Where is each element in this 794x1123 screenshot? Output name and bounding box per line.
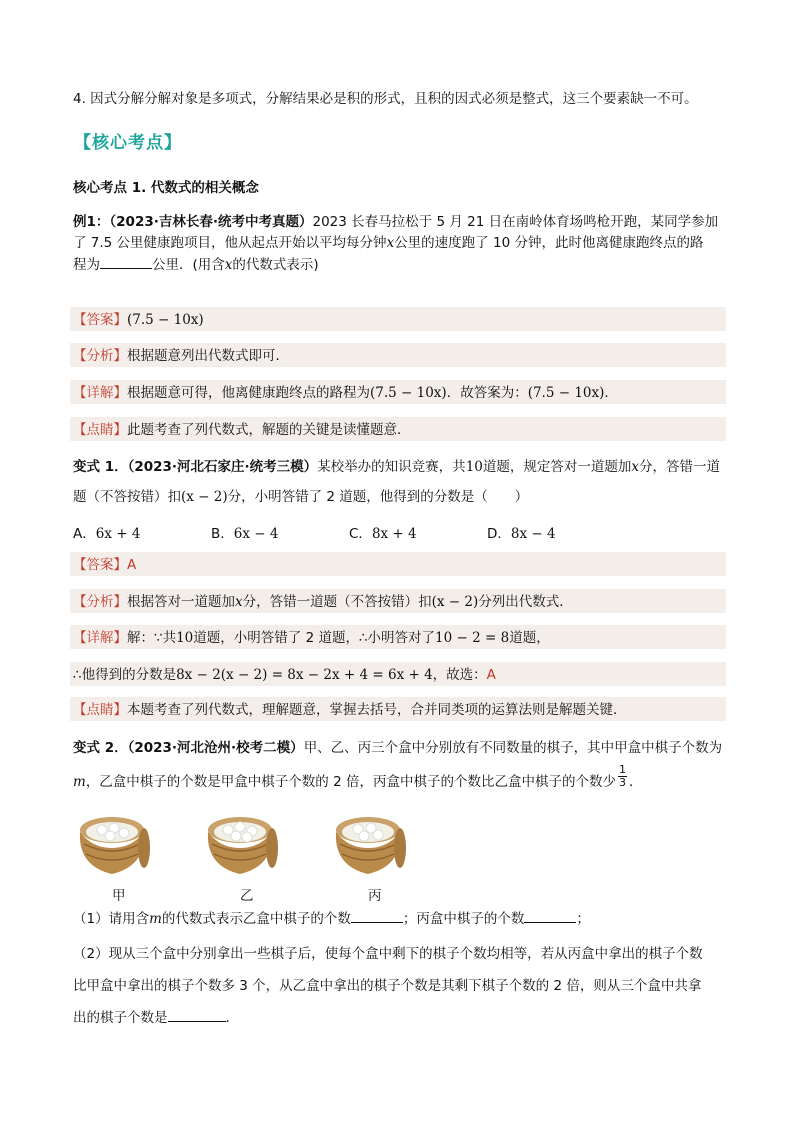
option-c[interactable]: C．8x + 4	[349, 526, 417, 542]
blank-total-taken[interactable]	[168, 1007, 226, 1022]
blank-bing-count[interactable]	[524, 908, 576, 923]
point-4: 4. 因式分解分解对象是多项式，分解结果必是积的形式，且积的因式必须是整式，这三个要素缺一不可。	[73, 91, 698, 107]
variant-1-analysis: 【分析】根据答对一道题加x分，答错一道题（不答按错）扣(x − 2)分列出代数式．	[70, 589, 726, 613]
box-label-bing: 丙	[368, 888, 382, 904]
core-point-title: 核心考点 1. 代数式的相关概念	[73, 180, 259, 196]
option-b[interactable]: B．6x − 4	[211, 526, 279, 542]
section-heading: 【核心考点】	[74, 133, 182, 153]
blank-yi-count[interactable]	[351, 908, 403, 923]
basket-yi-image	[200, 808, 280, 878]
variant-1-detail-2: ∴他得到的分数是8x − 2(x − 2) = 8x − 2x + 4 = 6x + 4，故选：A	[70, 662, 726, 686]
option-a[interactable]: A．6x + 4	[73, 526, 141, 542]
example-1-answer: 【答案】(7.5 − 10x)	[70, 307, 726, 331]
example-1-question: 例1：（2023·吉林长春·统考中考真题）2023 长春马拉松于 5 月 21 日在南岭体育场鸣枪开跑，某同学参加 了 7.5 公里健康跑项目，他从起点开始以平均每分钟x公里的速度跑了 10 分钟，此时他离健康跑终点的路 程为 公里．(用含x的代数式表示)	[73, 214, 719, 273]
basket-jia-image	[72, 808, 152, 878]
example-1-comment: 【点睛】此题考查了列代数式，解题的关键是读懂题意．	[70, 417, 726, 441]
option-d[interactable]: D．8x − 4	[487, 526, 556, 542]
variant-1-question: 变式 1．（2023·河北石家庄·统考三模）某校举办的知识竞赛，共10道题，规定答对一道题加x分，答错一道 题（不答按错）扣(x − 2)分，小明答错了 2 道题，他得到的分数是（ ）	[73, 459, 720, 505]
variant-2-question-2: （2）现从三个盒中分别拿出一些棋子后，使每个盒中剩下的棋子个数均相等，若从丙盒中拿出的棋子个数 比甲盒中拿出的棋子个数多 3 个，从乙盒中拿出的棋子个数是其剩下棋子个数的 2 倍，则从三个盒中共拿 出的棋子个数是 ．	[73, 946, 703, 1026]
variant-1-answer: 【答案】A	[70, 552, 726, 576]
basket-bing-image	[328, 808, 408, 878]
box-label-yi: 乙	[240, 888, 254, 904]
variant-2-question-1: （1）请用含m的代数式表示乙盒中棋子的个数 ；丙盒中棋子的个数 ；	[73, 908, 725, 930]
example-1-analysis: 【分析】根据题意列出代数式即可．	[70, 343, 726, 367]
variant-2-question: 变式 2．（2023·河北沧州·校考二模）甲、乙、丙三个盒中分别放有不同数量的棋子，其中甲盒中棋子个数为 m，乙盒中棋子的个数是甲盒中棋子个数的 2 倍，丙盒中棋子的个数比乙盒中棋子的个数少 $\frac{1}{3}$ ．	[73, 740, 723, 790]
box-label-jia: 甲	[112, 888, 126, 904]
answer-blank[interactable]	[100, 254, 152, 269]
example-1-detail: 【详解】根据题意可得，他离健康跑终点的路程为(7.5 − 10x)．故答案为：(7.5 − 10x)．	[70, 380, 726, 404]
variant-1-detail: 【详解】解：∵共10道题，小明答错了 2 道题，∴小明答对了10 − 2 = 8道题，	[70, 625, 726, 649]
fraction-one-third: $\frac{1}{3}$	[618, 763, 626, 789]
variant-1-comment: 【点睛】本题考查了列代数式，理解题意，掌握去括号，合并同类项的运算法则是解题关键．	[70, 697, 726, 721]
